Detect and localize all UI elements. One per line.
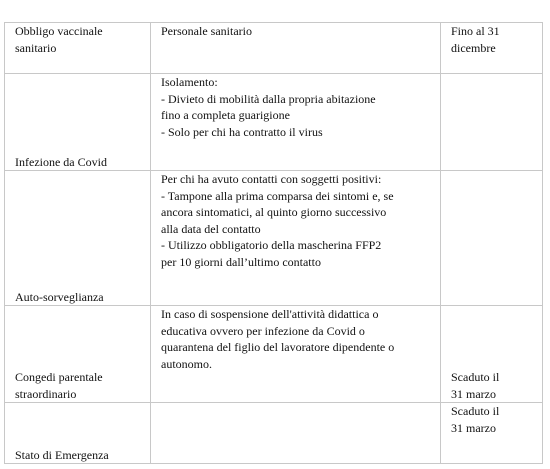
table-row: [5, 306, 543, 403]
covid-measures-table: [4, 22, 543, 464]
row-label-line: straordinario: [15, 386, 77, 401]
row-detail-cell: [151, 403, 441, 464]
row-detail-line: Per chi ha avuto contatti con soggetti positivi:: [161, 172, 382, 186]
row-detail-cell: [151, 74, 441, 171]
row-detail-line: educativa ovvero per infezione da Covid o: [161, 323, 365, 338]
header-col2-line: Personale sanitario: [161, 24, 252, 38]
row-detail-line: fino a completa guarigione: [161, 108, 290, 122]
row-detail-line: ancora sintomatici, al quinto giorno successivo: [161, 205, 387, 219]
table-row: [5, 171, 543, 306]
row-detail-cell: [151, 171, 441, 306]
row-label-cell: [5, 403, 151, 464]
header-cell-description: [151, 23, 441, 74]
table-row: [5, 74, 543, 171]
row-deadline-line: 31 marzo: [451, 420, 496, 435]
row-label-line: Auto-sorveglianza: [15, 289, 104, 304]
row-detail-line: alla data del contatto: [161, 221, 261, 236]
row-detail-line: - Solo per chi ha contratto il virus: [161, 124, 323, 139]
header-cell-deadline: [441, 23, 543, 74]
table-header-row: [5, 23, 543, 74]
row-deadline-line: 31 marzo: [451, 386, 496, 401]
row-deadline-cell: [441, 403, 543, 464]
row-detail-line: autonomo.: [161, 356, 212, 371]
row-detail-line: - Tampone alla prima comparsa dei sintomi e, se: [161, 188, 394, 203]
row-detail-line: In caso di sospensione dell'attività didattica o: [161, 307, 379, 321]
row-label-line: Stato di Emergenza: [15, 447, 109, 462]
header-col3-line: Fino al 31: [451, 24, 500, 38]
header-col1-line: sanitario: [15, 40, 57, 55]
row-deadline-cell: [441, 171, 543, 306]
row-label-line: Congedi parentale: [15, 370, 103, 384]
row-deadline-line: Scaduto il: [451, 370, 500, 384]
row-detail-line: - Divieto di mobilità dalla propria abitazione: [161, 91, 376, 106]
header-col3-line: dicembre: [451, 40, 496, 55]
row-detail-line: per 10 giorni dall’ultimo contatto: [161, 254, 321, 269]
table-row: [5, 403, 543, 464]
row-detail-cell: [151, 306, 441, 403]
row-label-cell: [5, 74, 151, 171]
row-label-cell: [5, 171, 151, 306]
row-detail-line: quarantena del figlio del lavoratore dipendente o: [161, 340, 395, 354]
row-deadline-cell: [441, 306, 543, 403]
row-label-cell: [5, 306, 151, 403]
row-deadline-cell: [441, 74, 543, 171]
row-detail-line: - Utilizzo obbligatorio della mascherina FFP2: [161, 238, 382, 252]
header-col1-line: Obbligo vaccinale: [15, 24, 103, 38]
row-detail-line: Isolamento:: [161, 75, 218, 89]
header-cell-category: [5, 23, 151, 74]
row-deadline-line: Scaduto il: [451, 404, 500, 418]
row-label-line: Infezione da Covid: [15, 154, 107, 169]
